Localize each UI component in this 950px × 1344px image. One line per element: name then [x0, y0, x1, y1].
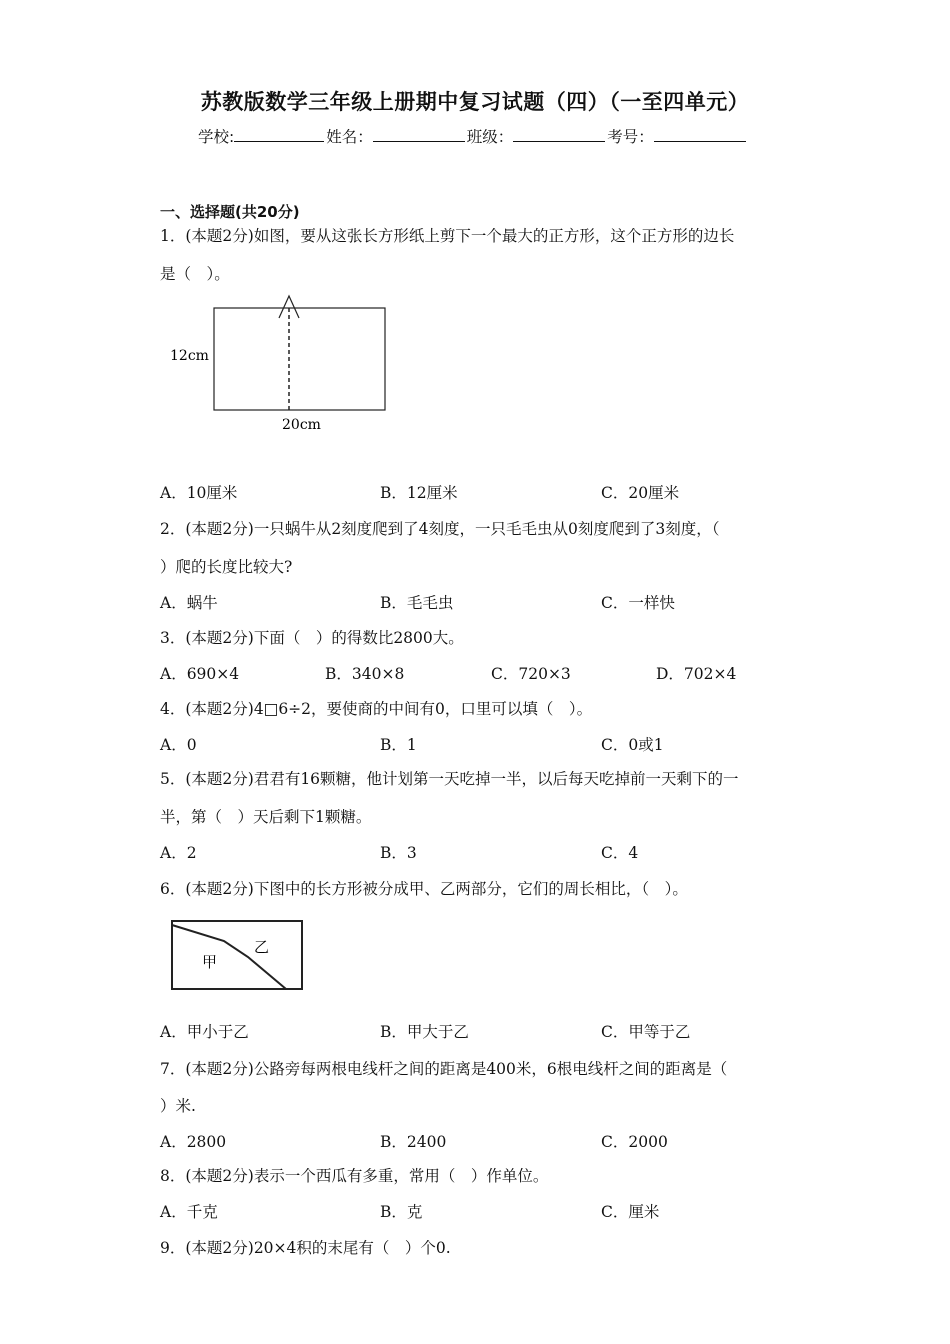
question-1-option-c: C．20厘米: [601, 484, 680, 502]
question-7-option-a: A．2800: [160, 1133, 227, 1151]
question-6-option-b: B．甲大于乙: [380, 1023, 469, 1041]
question-6-option-a: A．甲小于乙: [160, 1023, 249, 1041]
width-label: 20cm: [282, 417, 321, 433]
question-4-option-c: C．0或1: [601, 736, 664, 754]
class-blank: [513, 127, 605, 142]
question-5-line2: 半，第（ ）天后剩下1颗糖。: [160, 808, 372, 826]
question-8-line1: 8．(本题2分)表示一个西瓜有多重，常用（ ）作单位。: [160, 1167, 549, 1185]
school-label: 学校:: [198, 128, 235, 146]
question-1-option-b: B．12厘米: [380, 484, 458, 502]
question-8-option-c: C．厘米: [601, 1203, 660, 1221]
question-5-line1: 5．(本题2分)君君有16颗糖，他计划第一天吃掉一半，以后每天吃掉前一天剩下的一: [160, 770, 739, 788]
paper-rectangle: [214, 308, 385, 410]
question-2-option-a: A．蜗牛: [160, 594, 218, 612]
question-8-option-b: B．克: [380, 1203, 423, 1221]
exam-no-blank: [654, 127, 746, 142]
question-7-option-b: B．2400: [380, 1133, 447, 1151]
class-label: 班级：: [466, 128, 514, 146]
question-4-option-a: A．0: [160, 736, 197, 754]
school-blank: [234, 127, 324, 142]
question-3-option-a: A．690×4: [160, 665, 240, 683]
question-3-option-d: D．702×4: [656, 665, 737, 683]
question-9-line1: 9．(本题2分)20×4积的末尾有（ ）个0.: [160, 1239, 451, 1257]
dividing-line: [172, 925, 286, 989]
section-heading: 一、选择题(共20分): [160, 203, 300, 221]
question-7-option-c: C．2000: [601, 1133, 668, 1151]
question-1-line1: 1．(本题2分)如图，要从这张长方形纸上剪下一个最大的正方形，这个正方形的边长: [160, 227, 735, 245]
part-a-label: 甲: [202, 953, 218, 971]
question-3-option-c: C．720×3: [491, 665, 571, 683]
question-5-option-c: C．4: [601, 844, 639, 862]
question-2-option-b: B．毛毛虫: [380, 594, 454, 612]
question-2-line1: 2．(本题2分)一只蜗牛从2刻度爬到了4刻度，一只毛毛虫从0刻度爬到了3刻度，（: [160, 520, 720, 538]
question-3-option-b: B．340×8: [325, 665, 405, 683]
part-b-label: 乙: [254, 938, 270, 956]
question-7-line2: ）米.: [160, 1097, 196, 1115]
question-6-option-c: C．甲等于乙: [601, 1023, 691, 1041]
question-1-line2: 是（ ）。: [160, 265, 230, 283]
arrow-head-icon: [279, 296, 299, 318]
question-2-option-c: C．一样快: [601, 594, 675, 612]
question-1-figure: [160, 292, 400, 437]
question-4-option-b: B．1: [380, 736, 417, 754]
question-1-option-a: A．10厘米: [160, 484, 238, 502]
name-blank: [373, 127, 465, 142]
question-5-option-b: B．3: [380, 844, 417, 862]
student-info-row: [198, 125, 748, 147]
name-label: 姓名：: [326, 128, 373, 146]
question-5-option-a: A．2: [160, 844, 197, 862]
question-6-figure: [168, 917, 308, 995]
question-8-option-a: A．千克: [160, 1203, 218, 1221]
question-7-line1: 7．(本题2分)公路旁每两根电线杆之间的距离是400米，6根电线杆之间的距离是（: [160, 1060, 728, 1078]
height-label: 12cm: [170, 348, 209, 364]
exam-no-label: 考号：: [607, 128, 654, 146]
question-4-line1: 4．(本题2分)4□6÷2，要使商的中间有0，口里可以填（ ）。: [160, 700, 593, 718]
page-title: 苏教版数学三年级上册期中复习试题（四）（一至四单元）: [200, 90, 750, 114]
question-3-line1: 3．(本题2分)下面（ ）的得数比2800大。: [160, 629, 464, 647]
question-6-line1: 6．(本题2分)下图中的长方形被分成甲、乙两部分，它们的周长相比，（ ）。: [160, 880, 688, 898]
question-2-line2: ）爬的长度比较大?: [160, 558, 293, 576]
